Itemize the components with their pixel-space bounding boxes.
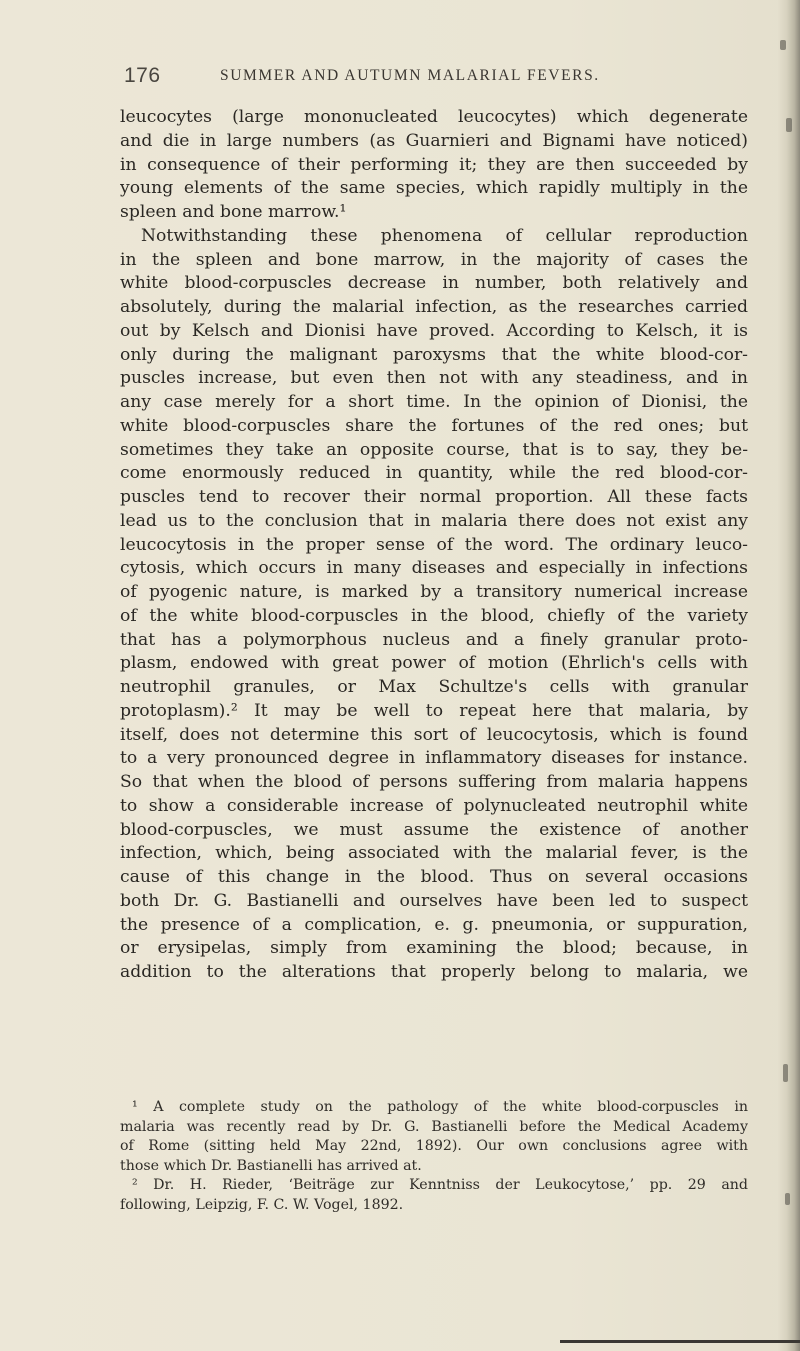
text-line: only during the malignant paroxysms that the white blood-cor- (120, 344, 748, 365)
text-line: to a very pronounced degree in inflammatory diseases for instance. (120, 748, 748, 769)
page-header (124, 64, 744, 94)
text-line: both Dr. G. Bastianelli and ourselves have been led to suspect (120, 890, 748, 911)
text-line: white blood-corpuscles share the fortunes of the red ones; but (120, 415, 748, 436)
paper-speck (783, 1064, 788, 1082)
page-edge-shadow (778, 0, 800, 1351)
footnote-line: those which Dr. Bastianelli has arrived at. (120, 1157, 422, 1174)
footnotes (120, 1098, 748, 1216)
text-line: Notwithstanding these phenomena of cellular reproduction (141, 225, 748, 246)
text-line: of the white blood-corpuscles in the blood, chiefly of the variety (120, 605, 748, 626)
text-line: plasm, endowed with great power of motion (Ehrlich's cells with (120, 653, 748, 674)
text-line: in the spleen and bone marrow, in the majority of cases the (120, 249, 748, 270)
text-line: spleen and bone marrow.¹ (120, 202, 347, 222)
text-line: of pyogenic nature, is marked by a transitory numerical increase (120, 582, 748, 602)
text-line: any case merely for a short time. In the opinion of Dionisi, the (120, 392, 748, 412)
text-line: lead us to the conclusion that in malaria there does not exist any (120, 510, 748, 531)
footnote-line: ¹ A complete study on the pathology of the white blood-corpuscles in (132, 1099, 748, 1115)
text-line: neutrophil granules, or Max Schultze's cells with granular (120, 677, 748, 697)
text-line: in consequence of their performing it; they are then succeeded by (120, 154, 748, 175)
text-line: itself, does not determine this sort of leucocytosis, which is found (120, 724, 748, 745)
body-text (120, 106, 748, 985)
text-line: that has a polymorphous nucleus and a finely granular proto- (120, 629, 748, 650)
paper-speck (785, 1193, 790, 1205)
text-line: or erysipelas, simply from examining the blood; because, in (120, 938, 748, 959)
footnote-line: malaria was recently read by Dr. G. Bastianelli before the Medical Academy (120, 1118, 748, 1135)
text-line: protoplasm).² It may be well to repeat here that malaria, by (120, 700, 748, 721)
paper-speck (786, 118, 792, 132)
text-line: the presence of a complication, e. g. pneumonia, or suppuration, (120, 914, 748, 935)
footnote-line: ² Dr. H. Rieder, ‘Beiträge zur Kenntniss der Leukocytose,’ pp. 29 and (132, 1177, 748, 1194)
text-line: absolutely, during the malarial infection, as the researches carried (120, 297, 748, 317)
text-line: addition to the alterations that properly belong to malaria, we (120, 962, 748, 982)
page-bottom-edge (560, 1340, 800, 1343)
text-line: white blood-corpuscles decrease in number, both relatively and (120, 273, 748, 294)
text-line: out by Kelsch and Dionisi have proved. According to Kelsch, it is (120, 320, 748, 341)
text-line: So that when the blood of persons suffering from malaria happens (120, 772, 748, 792)
text-line: leucocytosis in the proper sense of the word. The ordinary leuco- (120, 534, 748, 555)
paper-speck (780, 40, 786, 50)
text-line: to show a considerable increase of polynucleated neutrophil white (120, 795, 748, 816)
text-line: blood-corpuscles, we must assume the existence of another (120, 819, 748, 840)
text-line: and die in large numbers (as Guarnieri and Bignami have noticed) (120, 130, 748, 151)
running-head: SUMMER AND AUTUMN MALARIAL FEVERS. (220, 67, 600, 84)
text-line: cause of this change in the blood. Thus on several occasions (120, 867, 748, 887)
footnote-line: of Rome (sitting held May 22nd, 1892). Our own conclusions agree with (120, 1138, 748, 1155)
footnote-line: following, Leipzig, F. C. W. Vogel, 1892. (120, 1196, 404, 1213)
text-line: come enormously reduced in quantity, while the red blood-cor- (120, 463, 748, 484)
text-line: puscles tend to recover their normal proportion. All these facts (120, 487, 748, 507)
text-line: leucocytes (large mononucleated leucocytes) which degenerate (120, 107, 748, 127)
text-line: young elements of the same species, which rapidly multiply in the (120, 178, 748, 199)
text-line: sometimes they take an opposite course, that is to say, they be- (120, 439, 748, 460)
text-line: infection, which, being associated with the malarial fever, is the (120, 843, 748, 864)
text-line: cytosis, which occurs in many diseases and especially in infections (120, 558, 748, 579)
page-number: 176 (124, 64, 161, 87)
text-line: puscles increase, but even then not with any steadiness, and in (120, 368, 748, 389)
